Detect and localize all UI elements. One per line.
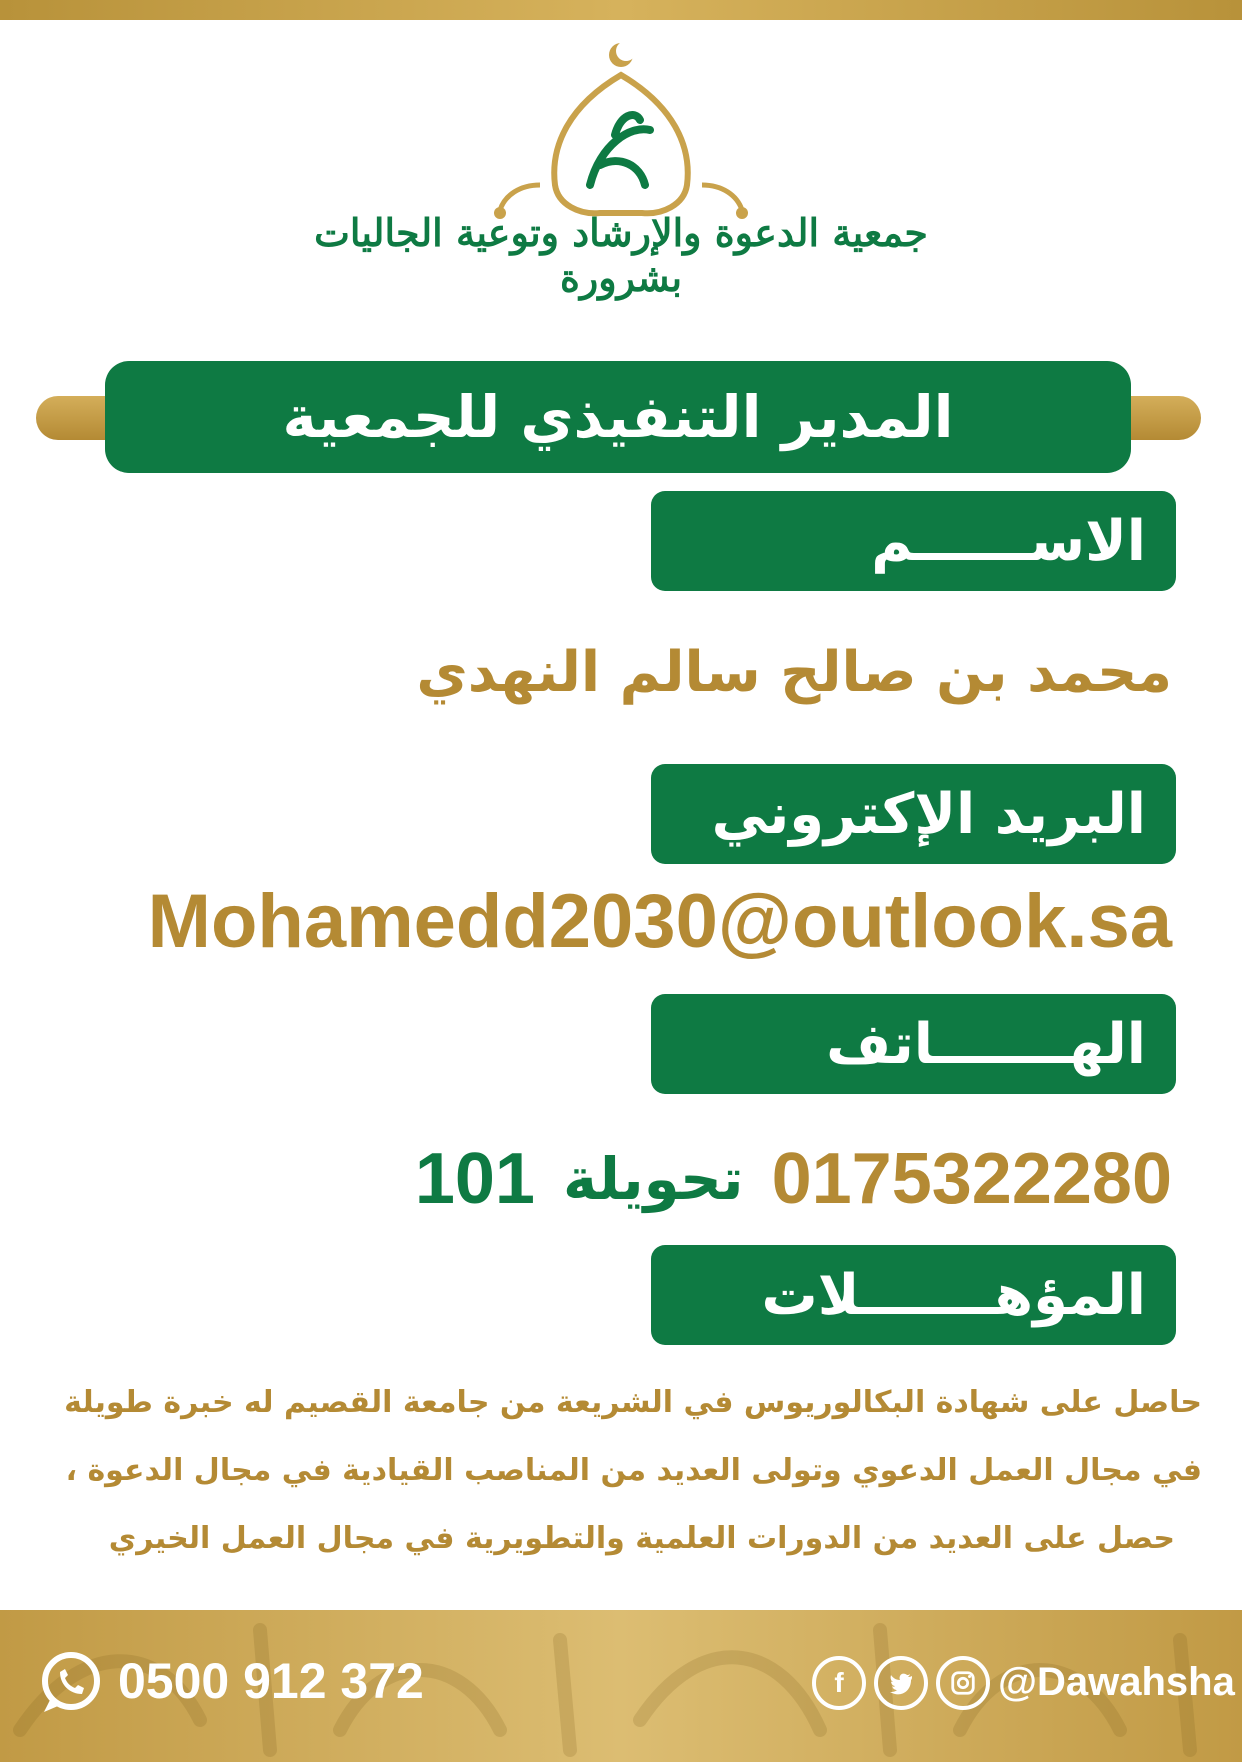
- qualifications-label: المؤهـــــــلات: [761, 1262, 1146, 1328]
- page-title: المدير التنفيذي للجمعية: [282, 383, 954, 451]
- twitter-bird-icon: [886, 1668, 916, 1698]
- phone-row: [415, 1138, 1172, 1220]
- title-banner: [105, 361, 1131, 473]
- name-label: الاســــــم: [871, 508, 1146, 574]
- email-value[interactable]: Mohamedd2030@outlook.sa: [147, 879, 1172, 964]
- facebook-icon[interactable]: f: [812, 1656, 866, 1710]
- phone-value[interactable]: 0175322280: [771, 1139, 1172, 1219]
- organization-name: جمعية الدعوة والإرشاد وتوعية الجاليات بشرورة: [314, 210, 928, 300]
- instagram-icon[interactable]: [936, 1656, 990, 1710]
- qualification-line: في مجال العمل الدعوي وتولى العديد من المناصب القيادية في مجال الدعوة ،: [65, 1453, 1202, 1488]
- email-label-box: [651, 764, 1176, 864]
- top-gold-bar: [0, 0, 1242, 20]
- phone-label: الهـــــــاتف: [826, 1011, 1146, 1077]
- social-handle[interactable]: @Dawahsha: [998, 1660, 1235, 1704]
- phone-label-box: [651, 994, 1176, 1094]
- organization-logo: [300, 35, 942, 305]
- qualification-line: حصل على العديد من الدورات العلمية والتطويرية في مجال العمل الخيري: [108, 1521, 1175, 1556]
- instagram-glyph-icon: [949, 1669, 977, 1697]
- footer-bar: [0, 1610, 1242, 1762]
- name-value: محمد بن صالح سالم النهدي: [416, 640, 1172, 705]
- name-label-box: [651, 491, 1176, 591]
- extension-label: تحويلة: [562, 1145, 744, 1213]
- twitter-icon[interactable]: [874, 1656, 928, 1710]
- extension-value: 101: [414, 1139, 535, 1219]
- whatsapp-icon[interactable]: [38, 1650, 104, 1716]
- footer-phone[interactable]: 0500 912 372: [118, 1653, 424, 1709]
- email-label: البريد الإكتروني: [711, 781, 1146, 847]
- qualification-line: حاصل على شهادة البكالوريوس في الشريعة من جامعة القصيم له خبرة طويلة: [64, 1385, 1202, 1420]
- qualifications-label-box: [651, 1245, 1176, 1345]
